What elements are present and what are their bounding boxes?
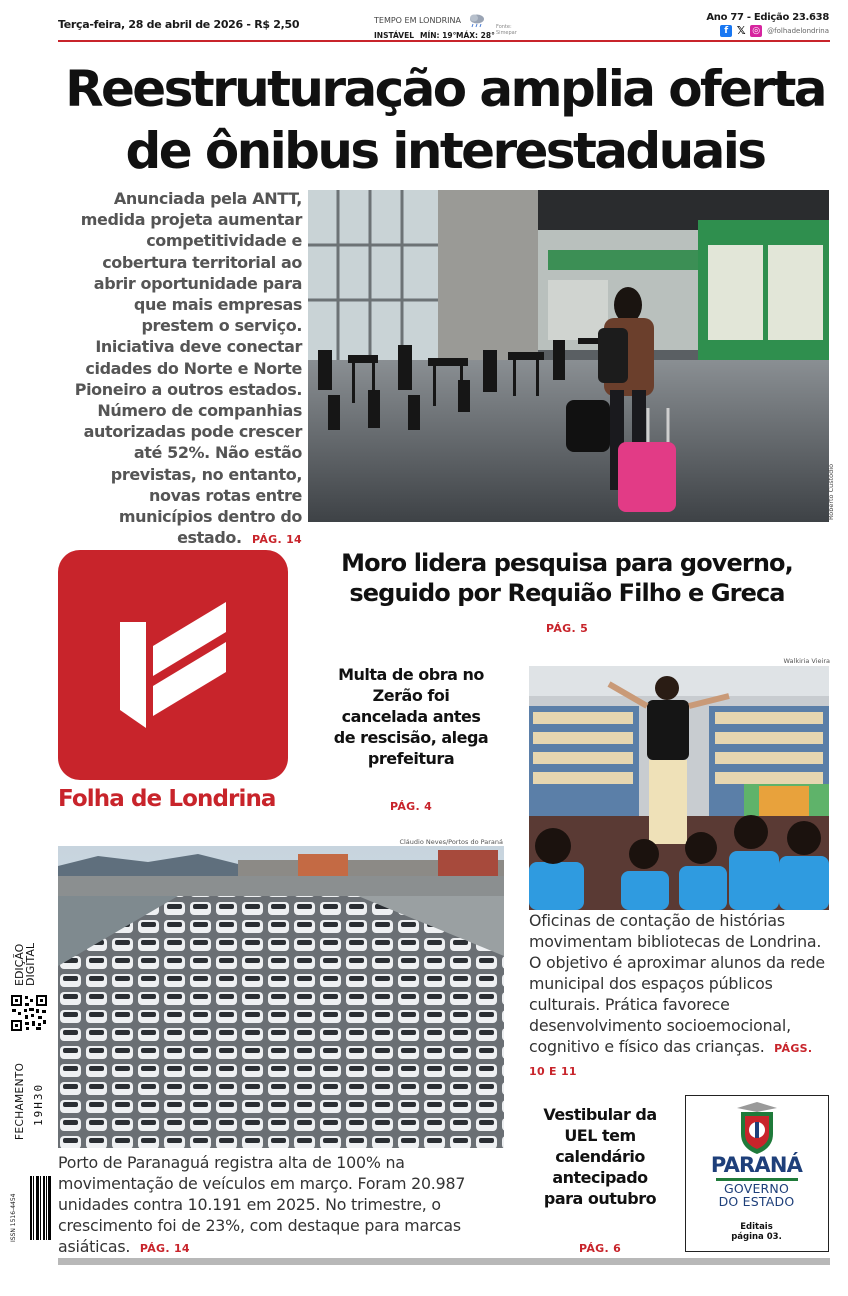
digital-label: DIGITAL [24,942,37,986]
parana-crest-icon [733,1100,781,1156]
moro-headline-line-2: seguido por Requião Filho e Greca [349,579,785,607]
lead-story-page-ref[interactable]: PÁG. 14 [251,533,302,547]
qr-code-icon[interactable] [10,994,48,1032]
bus-terminal-photo[interactable] [308,190,829,522]
issn-number: ISSN 1516-4454 [10,1193,17,1242]
parana-government-ad[interactable] [685,1095,829,1252]
library-illustration [529,666,829,910]
moro-page-ref[interactable]: PÁG. 5 [545,622,589,635]
x-icon[interactable]: 𝕏 [736,24,746,37]
moro-headline[interactable] [322,548,812,608]
brand-name: Folha de Londrina [58,786,276,812]
weather-source: Fonte: Simepar [496,24,517,36]
facebook-icon[interactable]: f [720,25,732,37]
editais-label: Editais [740,1222,773,1232]
digital-edition-label [14,906,36,986]
do-estado-label: DO ESTADO [718,1194,795,1209]
editais-page: página 03. [731,1232,782,1242]
social-links [720,25,829,37]
closing-time-value: 19H30 [32,1082,45,1126]
multa-page-ref[interactable]: PÁG. 4 [389,800,433,813]
port-photo-credit: Cláudio Neves/Portos do Paraná [399,838,503,846]
weather-title: TEMPO EM LONDRINA [374,16,461,25]
weather-box [372,12,522,42]
lead-photo-credit: Roberto Custódio [827,463,835,520]
library-storytelling-photo[interactable] [529,666,829,910]
instagram-icon[interactable]: ◎ [750,25,762,37]
issn-barcode [8,1172,52,1244]
bottom-bar [58,1258,830,1265]
editais-note [686,1222,827,1242]
library-page-ref[interactable]: PÁGS. 10 E 11 [529,1042,813,1078]
headline-line-1: Reestruturação amplia oferta [65,60,825,118]
rain-cloud-icon [468,12,486,28]
parana-wordmark: PARANÁ [710,1153,803,1177]
folha-logo[interactable] [58,550,288,780]
bus-terminal-illustration [308,190,829,522]
moro-headline-line-1: Moro lidera pesquisa para governo, [341,549,793,577]
vestibular-page-ref[interactable]: PÁG. 6 [578,1242,622,1255]
port-page-ref[interactable]: PÁG. 14 [139,1242,190,1255]
main-headline[interactable] [30,58,848,182]
multa-headline[interactable]: Multa de obra no Zerão foi cancelada antes de rescisão, alega prefeitura [333,665,489,768]
social-handle: @folhadelondrina [767,27,829,35]
library-story-text [529,910,829,1082]
lead-story-body: Anunciada pela ANTT, medida projeta aumentar competitividade e cobertura territorial ao abrir oportunidade para que mais empresas prestem o serviço. Iniciativa deve conectar cidades do Norte e Norte Pioneiro a outros estados. Número de companhias autorizadas pode crescer até 52%. Não estão previstas, no entanto, novas rotas entre municípios dentro do estado. [74,189,302,548]
edicao-label: EDIÇÃO [13,943,26,986]
lead-story-text [58,188,302,550]
weather-max: MÁX: 28° [456,31,495,40]
closing-time-label: FECHAMENTO [14,1062,26,1140]
library-story-body: Oficinas de contação de histórias movimentam bibliotecas de Londrina. O objetivo é aproximar alunos da rede municipal dos espaços públicos culturais. Prática favorece desenvolvimento socioemocional, cognitivo e físico das crianças. [529,911,825,1056]
masthead-rule [58,40,830,42]
weather-min: MÍN: 19° [420,31,457,40]
edition-number: Ano 77 - Edição 23.638 [706,12,829,23]
headline-line-2: de ônibus interestaduais [125,122,765,180]
port-illustration [58,846,504,1148]
governo-label: GOVERNO [723,1181,790,1196]
folha-logo-mark [58,550,288,780]
port-story-text [58,1152,508,1259]
port-story-body: Porto de Paranaguá registra alta de 100% na movimentação de veículos em março. Foram 20.987 unidades contra 10.191 em 2025. No trimestre, o crescimento foi de 23%, com destaque para marcas asiáticas. [58,1153,466,1256]
weather-status: INSTÁVEL [374,31,415,40]
port-vehicles-photo[interactable] [58,846,504,1148]
vestibular-headline[interactable]: Vestibular da UEL tem calendário antecipado para outubro [543,1105,657,1208]
issue-date-price: Terça-feira, 28 de abril de 2026 - R$ 2,50 [58,18,300,31]
library-photo-credit: Walkiria Vieira [783,657,830,665]
